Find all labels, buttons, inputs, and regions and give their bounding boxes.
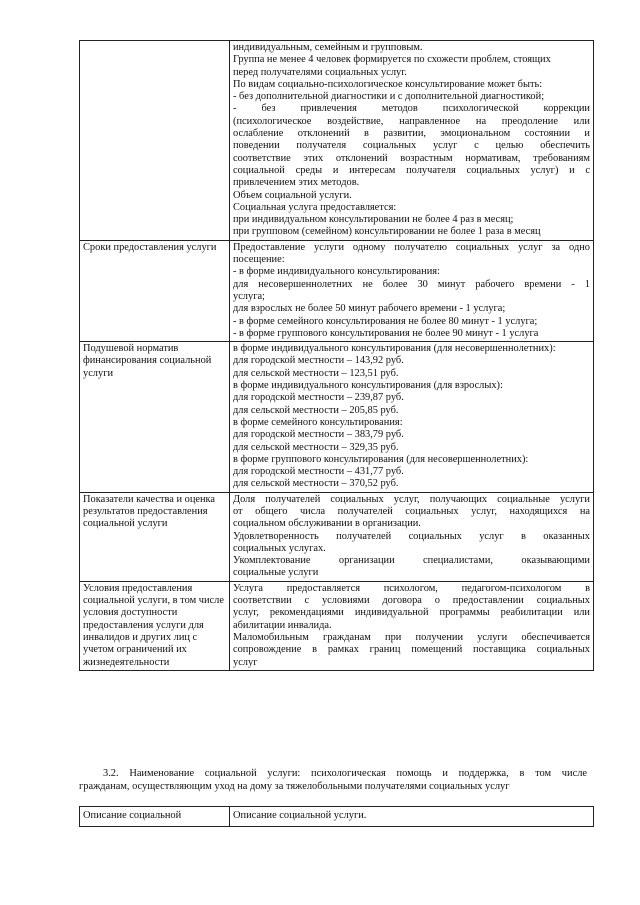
content-line: поведении получателя социальных услуг с целью обеспечить [233, 140, 590, 152]
section-heading-line-2: гражданам, осуществляющим уход на дому за тяжелобольными получателями социальных услуг [79, 780, 510, 792]
row-content [230, 581, 594, 670]
content-line: перед получателями социальных услуг. [233, 66, 407, 78]
content-line: Группа не менее 4 человек формируется по схожести проблем, стоящих [233, 54, 551, 66]
content-line: Укомплектование организации специалистами, оказывающими [233, 555, 590, 567]
table-row [80, 41, 594, 241]
row-label: Подушевой норматив финансирования социальной услуги [80, 342, 230, 493]
content-line: в форме индивидуального консультирования (для несовершеннолетних): [233, 343, 556, 355]
content-line: для сельской местности – 205,85 руб. [233, 404, 399, 416]
content-line: Маломобильным гражданам при получении услуги обеспечивается [233, 631, 590, 643]
content-line: По видам социально-психологическое консультирование может быть: [233, 78, 543, 90]
content-line: социальном обслуживании в организации. [233, 518, 421, 530]
row-label: Условия предоставления социальной услуги, в том числе условия доступности предоставления услуги для инвалидов и других лиц с учетом ограничений их жизнедеятельности [80, 581, 230, 670]
content-line: индивидуальным, семейным и групповым. [233, 42, 423, 53]
content-line: в форме группового консультирования (для несовершеннолетних): [233, 453, 529, 465]
content-line: при индивидуальном консультировании не более 4 раз в месяц; [233, 214, 514, 226]
content-line: для городской местности – 431,77 руб. [233, 466, 404, 478]
content-line: при групповом (семейном) консультировании не более 1 раза в месяц [233, 226, 541, 238]
content-line: Социальная услуга предоставляется: [233, 201, 397, 213]
content-line: услуг, рекомендациями индивидуальной программы реабилитации или [233, 607, 590, 619]
content-line: - в форме группового консультирования не более 90 минут - 1 услуга [233, 327, 539, 339]
table-row [80, 807, 594, 827]
content-line: в форме семейного консультирования: [233, 416, 403, 428]
content-line: социальные услуги [233, 567, 319, 579]
content-line: для сельской местности – 123,51 руб. [233, 367, 399, 379]
row-content [230, 492, 594, 581]
content-line: ослабление отклонений в развитии, эмоциональном состоянии и [233, 128, 590, 140]
content-line: для городской местности – 239,87 руб. [233, 392, 404, 404]
table-row [80, 342, 594, 493]
row-content [230, 240, 594, 341]
row-label: Сроки предоставления услуги [80, 240, 230, 341]
content-line: Доля получателей социальных услуг, получающих социальные услуги [233, 493, 590, 505]
section-heading-line-1: 3.2. Наименование социальной услуги: психологическая помощь и поддержка, в том числе [103, 768, 587, 779]
service-table [79, 40, 594, 671]
content-line: в форме индивидуального консультирования (для взрослых): [233, 380, 503, 392]
row-content [230, 342, 594, 493]
content-line: для несовершеннолетних не более 30 минут рабочего времени - 1 [233, 278, 590, 290]
content-line: для сельской местности – 370,52 руб. [233, 478, 399, 490]
content-line: для городской местности – 143,92 руб. [233, 355, 404, 367]
content-line: (психологическое воздействие, направленное на преодоление или [233, 115, 590, 127]
content-line: социальной среды и интересам получателя социальных услуг) и с [233, 164, 590, 176]
content-line: - без привлечения методов психологической коррекции [233, 103, 590, 115]
content-line: Услуга предоставляется психологом, педагогом-психологом в [233, 582, 590, 594]
table-row [80, 492, 594, 581]
content-line: Предоставление услуги одному получателю социальных услуг за одно [233, 241, 590, 253]
content-line: от общего числа получателей социальных услуг, находящихся на [233, 505, 590, 517]
content-line: соответствие этих отклонений возрастным нормативам, требованиям [233, 152, 590, 164]
content-line: абилитации инвалида. [233, 619, 332, 631]
row-label: Описание социальной [80, 807, 230, 827]
content-line: соответствии с условиями договора о предоставлении социальных [233, 595, 590, 607]
content-line: - в форме семейного консультирования не более 80 минут - 1 услуга; [233, 315, 538, 327]
row-content [230, 41, 594, 241]
service-table-3-2 [79, 806, 594, 827]
content-line: для сельской местности – 329,35 руб. [233, 441, 399, 453]
content-line: для городской местности – 383,79 руб. [233, 429, 404, 441]
content-line: - без дополнительной диагностики и с дополнительной диагностикой; [233, 91, 545, 103]
content-line: услуга; [233, 290, 265, 302]
row-label [80, 41, 230, 241]
row-content: Описание социальной услуги. [230, 807, 594, 827]
section-heading-3-2 [79, 768, 587, 793]
content-line: для взрослых не более 50 минут рабочего времени - 1 услуга; [233, 303, 506, 315]
content-line: социальных услугах. [233, 542, 326, 554]
content-line: - в форме индивидуального консультирования: [233, 266, 440, 278]
content-line: посещение: [233, 254, 285, 266]
table-row [80, 240, 594, 341]
content-line: привлечением этих методов. [233, 177, 360, 189]
content-line: Объем социальной услуги. [233, 189, 352, 201]
row-label: Показатели качества и оценка результатов предоставления социальной услуги [80, 492, 230, 581]
content-line: Удовлетворенность получателей социальных услуг в оказанных [233, 530, 590, 542]
content-line: услуг [233, 656, 258, 668]
table-row [80, 581, 594, 670]
content-line: сопровождение в рамках границ помещений поставщика социальных [233, 644, 590, 656]
